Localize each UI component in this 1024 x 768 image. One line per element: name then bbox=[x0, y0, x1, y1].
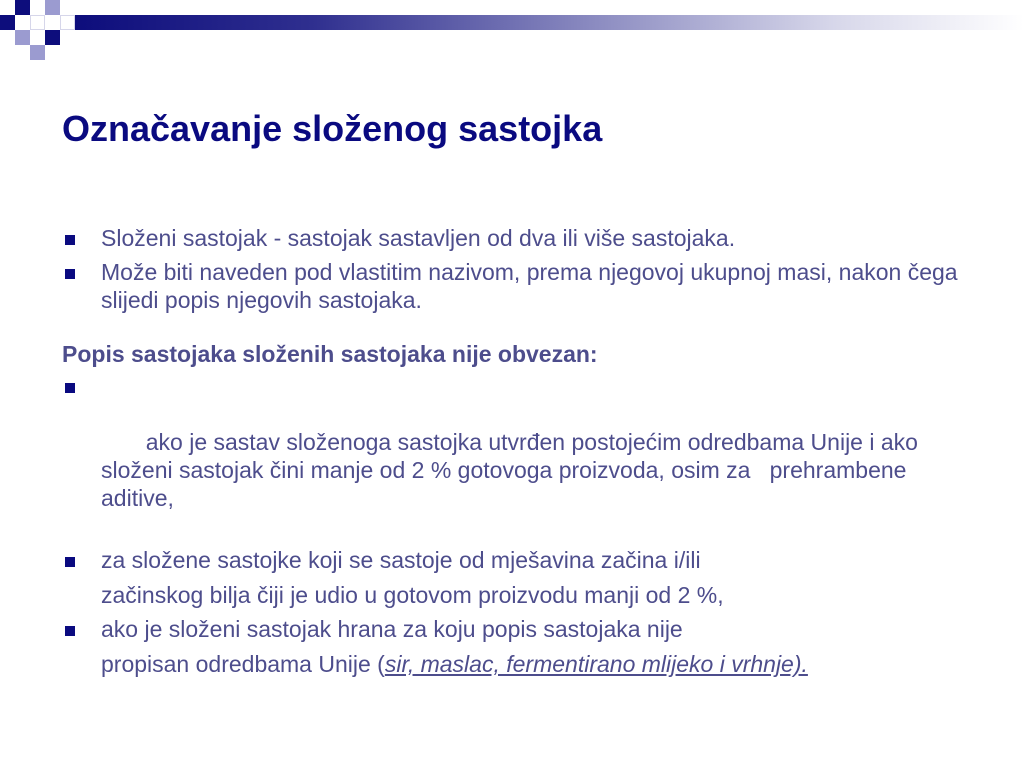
bullet-text: Može biti naveden pod vlastitim nazivom, prema njegovoj ukupnoj masi, nakon čega slijedi popis njegovih sastojaka. bbox=[101, 259, 958, 313]
square-bullet-icon bbox=[65, 235, 75, 245]
examples-link[interactable]: sir, maslac, fermentirano mlijeko i vrhnje). bbox=[384, 651, 808, 677]
header-square-icon bbox=[15, 30, 30, 45]
header-square-icon bbox=[60, 15, 75, 30]
bullet-item bbox=[62, 615, 962, 678]
bullet-item bbox=[62, 258, 962, 314]
header-square-icon bbox=[30, 45, 45, 60]
slide-title: Označavanje složenog sastojka bbox=[62, 108, 603, 149]
bullet-text: ako je složeni sastojak hrana za koju popis sastojaka nije bbox=[101, 616, 683, 642]
header-gradient-bar bbox=[75, 15, 1024, 30]
bullet-item bbox=[62, 546, 962, 609]
bullet-item bbox=[62, 224, 962, 252]
header-square-icon bbox=[0, 15, 15, 30]
slide-body bbox=[62, 224, 962, 684]
header-square-icon bbox=[15, 0, 30, 15]
bullet-item bbox=[62, 372, 962, 540]
square-bullet-icon bbox=[65, 269, 75, 279]
square-bullet-icon bbox=[65, 626, 75, 636]
bullet-continuation-prefix: propisan odredbama Unije ( bbox=[101, 651, 385, 677]
section-subheading: Popis sastojaka složenih sastojaka nije obvezan: bbox=[62, 341, 598, 367]
header-square-icon bbox=[30, 0, 45, 15]
bullet-text: ako je sastav složenoga sastojka utvrđen postojećim odredbama Unije i ako složeni sastojak čini manje od 2 % gotovoga proizvoda, osim za prehrambene aditive, bbox=[101, 429, 925, 511]
bullet-text: Složeni sastojak - sastojak sastavljen od dva ili više sastojaka. bbox=[101, 225, 736, 251]
header-square-icon bbox=[45, 0, 60, 15]
square-bullet-icon bbox=[65, 557, 75, 567]
header-square-icon bbox=[30, 15, 45, 30]
bullet-text: za složene sastojke koji se sastoje od mješavina začina i/ili bbox=[101, 547, 701, 573]
bullet-continuation-text bbox=[101, 650, 962, 678]
square-bullet-icon bbox=[65, 383, 75, 393]
bullet-continuation-text: začinskog bilja čiji je udio u gotovom proizvodu manji od 2 %, bbox=[101, 582, 724, 608]
header-square-icon bbox=[45, 30, 60, 45]
